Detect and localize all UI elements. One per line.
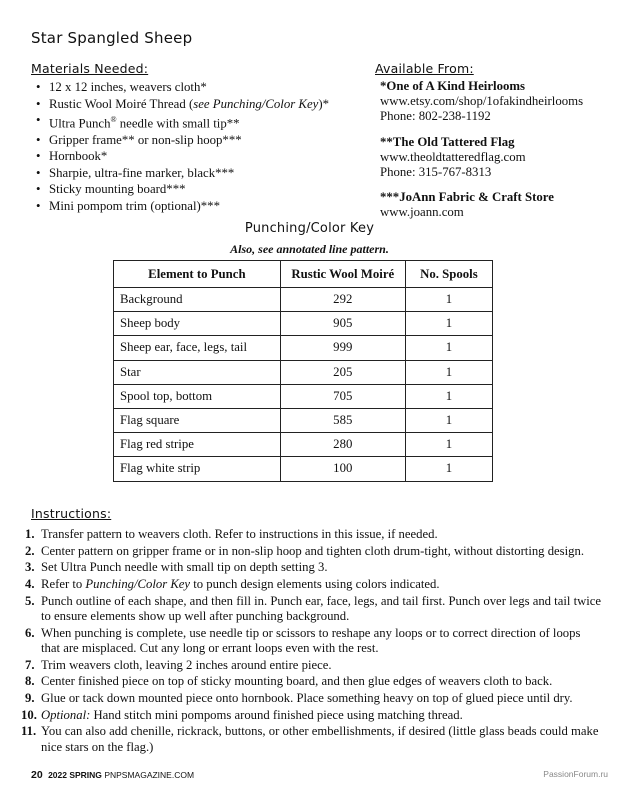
materials-item: • Rustic Wool Moiré Thread (see Punching/Color Key)*	[36, 96, 329, 113]
table-cell: Background	[114, 288, 281, 312]
color-key-subtitle: Also, see annotated line pattern.	[230, 242, 389, 256]
page-number: 20	[31, 769, 43, 781]
table-cell: Flag red stripe	[114, 433, 281, 457]
table-row	[114, 408, 493, 432]
table-cell: 292	[280, 288, 405, 312]
instruction-step: 11. You can also add chenille, rickrack, buttons, or other embellishments, if desired (little glass beads could make nice stars on the flag.)	[21, 724, 599, 754]
available-list	[380, 79, 583, 221]
instruction-step: 1. Transfer pattern to weavers cloth. Refer to instructions in this issue, if needed.	[25, 527, 438, 541]
instruction-step: 7. Trim weavers cloth, leaving 2 inches around entire piece.	[25, 657, 332, 672]
table-cell: 1	[405, 312, 492, 336]
edition-label: 2022 SPRING	[48, 770, 102, 780]
table-cell: 280	[280, 433, 405, 457]
table-cell: 999	[280, 336, 405, 360]
table-row	[114, 360, 493, 384]
instructions-heading: Instructions:	[31, 506, 112, 521]
color-key-title: Punching/Color Key	[244, 221, 375, 236]
store-name: ***JoAnn Fabric & Craft Store	[380, 190, 554, 205]
instruction-step: 2. Center pattern on gripper frame or in non-slip hoop and tighten cloth drum-tight, without distorting design.	[25, 543, 584, 558]
materials-item: • 12 x 12 inches, weavers cloth*	[36, 79, 329, 96]
materials-list	[36, 79, 329, 214]
column-header: No. Spools	[405, 261, 492, 288]
table-cell: 1	[405, 384, 492, 408]
table-cell: 1	[405, 288, 492, 312]
table-row	[114, 457, 493, 481]
materials-item: • Sticky mounting board***	[36, 181, 329, 198]
table-header-row	[114, 261, 493, 288]
table-row	[114, 384, 493, 408]
instruction-step: 4. Refer to Punching/Color Key to punch design elements using colors indicated.	[25, 577, 440, 592]
materials-item: • Hornbook*	[36, 148, 329, 165]
instructions-list	[21, 527, 602, 756]
table-cell: 100	[280, 457, 405, 481]
instruction-step: 6. When punching is complete, use needle tip or scissors to reshape any loops or to correct direction of loops that are misplaced. Cut any long or errant loops even with the rest.	[25, 625, 581, 656]
materials-item: • Gripper frame** or non-slip hoop***	[36, 132, 329, 149]
table-cell: 1	[405, 433, 492, 457]
store-line: Phone: 315-767-8313	[380, 165, 492, 180]
table-row	[114, 336, 493, 360]
store-line: www.joann.com	[380, 205, 464, 220]
table-cell: 1	[405, 457, 492, 481]
page-footer	[31, 769, 194, 781]
materials-item: • Sharpie, ultra-fine marker, black***	[36, 165, 329, 182]
table-cell: 205	[280, 360, 405, 384]
column-header: Rustic Wool Moiré	[280, 261, 405, 288]
table-cell: Star	[114, 360, 281, 384]
instruction-step: 3. Set Ultra Punch needle with small tip on depth setting 3.	[25, 560, 328, 575]
store-name: **The Old Tattered Flag	[380, 134, 515, 149]
table-cell: 1	[405, 408, 492, 432]
materials-heading: Materials Needed:	[31, 61, 149, 76]
table-cell: Sheep ear, face, legs, tail	[114, 336, 281, 360]
table-row	[114, 288, 493, 312]
table-row	[114, 312, 493, 336]
table-cell: 1	[405, 360, 492, 384]
instruction-step: 5. Punch outline of each shape, and then fill in. Punch ear, face, legs, and tail first. Punch over legs and tail twice to ensure elements show up well after punching background.	[25, 593, 602, 624]
materials-item: • Ultra Punch® needle with small tip**	[36, 112, 329, 132]
available-heading: Available From:	[375, 61, 474, 76]
color-key-table	[113, 260, 493, 482]
table-cell: Flag square	[114, 408, 281, 432]
site-name: PNPSMAGAZINE.COM	[104, 770, 195, 780]
instruction-step: 10. Optional: Hand stitch mini pompoms around finished piece using matching thread.	[21, 707, 463, 722]
instruction-step: 8. Center finished piece on top of sticky mounting board, and then glue edges of weavers cloth to back.	[25, 674, 553, 689]
instruction-step: 9. Glue or tack down mounted piece onto hornbook. Place something heavy on top of glued piece until dry.	[25, 691, 573, 706]
table-cell: 705	[280, 384, 405, 408]
store-line: www.theoldtatteredflag.com	[380, 149, 526, 164]
table-cell: Spool top, bottom	[114, 384, 281, 408]
table-cell: Flag white strip	[114, 457, 281, 481]
table-cell: Sheep body	[114, 312, 281, 336]
store-line: www.etsy.com/shop/1ofakindheirlooms	[380, 94, 584, 109]
materials-item: • Mini pompom trim (optional)***	[36, 198, 329, 215]
store-name: *One of A Kind Heirlooms	[380, 79, 526, 93]
table-cell: 585	[280, 408, 405, 432]
watermark: PassionForum.ru	[543, 769, 608, 779]
column-header: Element to Punch	[114, 261, 281, 288]
table-row	[114, 433, 493, 457]
page-title: Star Spangled Sheep	[31, 29, 193, 47]
table-cell: 1	[405, 336, 492, 360]
store-line: Phone: 802-238-1192	[380, 109, 491, 124]
table-cell: 905	[280, 312, 405, 336]
